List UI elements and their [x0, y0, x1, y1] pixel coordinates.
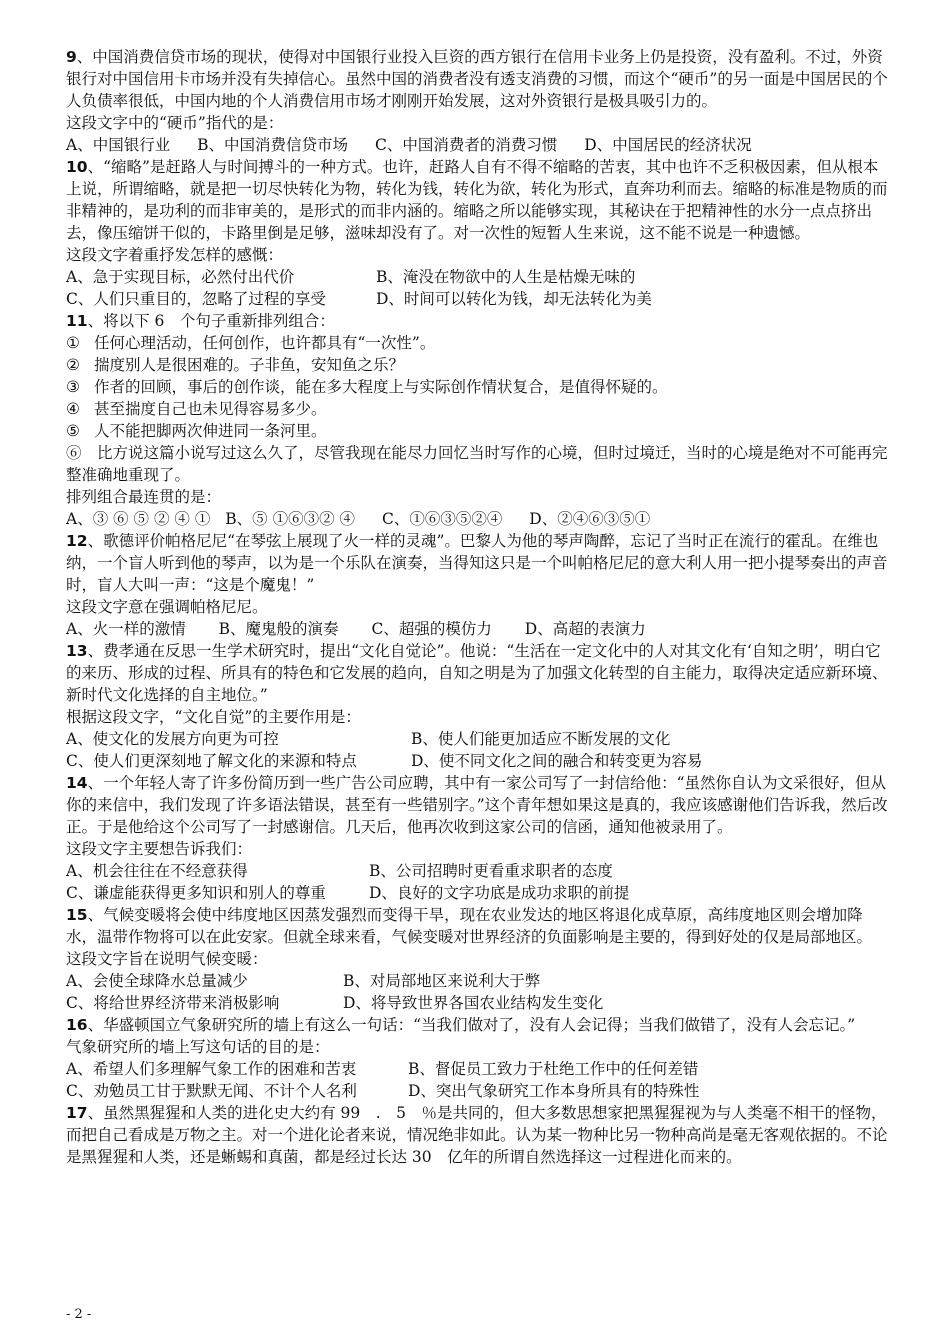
option-c[interactable]: C、使人们更深刻地了解文化的来源和特点 — [66, 752, 357, 770]
option-a[interactable]: A、中国银行业 — [66, 136, 171, 154]
option-row — [66, 860, 888, 882]
option-b[interactable]: B、对局部地区来说利大于弊 — [343, 972, 541, 990]
option-d[interactable]: D、突出气象研究工作本身所具有的特殊性 — [408, 1082, 700, 1100]
option-b[interactable]: B、中国消费信贷市场 — [197, 136, 349, 154]
question-10 — [66, 156, 888, 310]
question-text: 、费孝通在反思一生学术研究时，提出“文化自觉论”。他说：“生活在一定文化中的人对其文化有‘自知之明’，明白它的来历、形成的过程、所具有的特色和它发展的趋向，自知之明是为了加强文化转型的自主能力，取得决定适应新环境、新时代文化选择的自主地位。” — [66, 642, 888, 704]
list-item — [66, 442, 888, 486]
question-prompt: 气象研究所的墙上写这句话的目的是： — [66, 1038, 330, 1056]
option-row — [66, 288, 888, 310]
item-marker: ⑤ — [66, 422, 80, 440]
option-d[interactable]: D、时间可以转化为钱，却无法转化为美 — [376, 290, 652, 308]
question-prompt: 这段文字着重抒发怎样的感慨： — [66, 246, 284, 264]
option-a[interactable]: A、希望人们多理解气象工作的困难和苦衷 — [66, 1060, 357, 1078]
option-c[interactable]: C、中国消费者的消费习惯 — [374, 136, 558, 154]
option-a[interactable]: A、③ ⑥ ⑤ ② ④ ① — [66, 510, 211, 528]
question-text: 、气候变暖将会使中纬度地区因蒸发强烈而变得干旱，现在农业发达的地区将退化成草原，高纬度地区则会增加降水，温带作物将可以在此安家。但就全球来看，气候变暖对世界经济的负面影响是主要的，得到好处的仅是局部地区。 — [66, 906, 873, 946]
option-b[interactable]: B、魔鬼般的演奏 — [218, 620, 339, 638]
question-text: 、虽然黑猩猩和人类的进化史大约有 99 . 5 ％是共同的，但大多数思想家把黑猩猩视为与人类毫不相干的怪物，而把自己看成是万物之主。对一个进化论者来说，情况绝非如此。认为某一物种比另一物种高尚是毫无客观依据的。不论是黑猩猩和人类，还是蜥蜴和真菌，都是经过长达 30 亿年的所谓自然选择这一过程进化而来的。 — [66, 1104, 888, 1166]
option-d[interactable]: D、中国居民的经济状况 — [584, 136, 752, 154]
question-text: 、一个年轻人寄了许多份简历到一些广告公司应聘，其中有一家公司写了一封信给他：“虽然你自认为文采很好，但从你的来信中，我们发现了许多语法错误，甚至有一些错别字。”这个青年想如果这是真的，我应该感谢他们告诉我，然后改正。于是他给这个公司写了一封感谢信。几天后，他再次收到这家公司的信函，通知他被录用了。 — [66, 774, 888, 836]
option-row — [66, 750, 888, 772]
option-row — [66, 618, 888, 640]
list-item — [66, 376, 888, 398]
question-17 — [66, 1102, 888, 1168]
question-number: 15 — [66, 906, 88, 924]
item-text: 比方说这篇小说写过这么久了，尽管我现在能尽力回忆当时写作的心境，但时过境迁，当时的心境是绝对不可能再完整准确地重现了。 — [66, 444, 888, 484]
question-number: 17 — [66, 1104, 88, 1122]
option-row — [66, 1058, 888, 1080]
option-a[interactable]: A、会使全球降水总量减少 — [66, 972, 248, 990]
option-a[interactable]: A、火一样的激情 — [66, 620, 186, 638]
page-number: - 2 - — [66, 1307, 92, 1322]
option-d[interactable]: D、使不同文化之间的融合和转变更为容易 — [411, 752, 703, 770]
list-item — [66, 420, 888, 442]
item-text: 揣度别人是很困难的。子非鱼，安知鱼之乐？ — [94, 356, 405, 374]
question-number: 14 — [66, 774, 88, 792]
option-c[interactable]: C、劝勉员工甘于默默无闻、不计个人名利 — [66, 1082, 357, 1100]
option-c[interactable]: C、①⑥③⑤②④ — [381, 510, 503, 528]
question-prompt: 这段文字意在强调帕格尼尼。 — [66, 598, 268, 616]
option-row — [66, 508, 888, 530]
question-number: 10 — [66, 158, 88, 176]
list-item — [66, 332, 888, 354]
option-row — [66, 970, 888, 992]
item-marker: ② — [66, 356, 80, 374]
question-prompt: 排列组合最连贯的是： — [66, 488, 222, 506]
option-c[interactable]: C、将给世界经济带来消极影响 — [66, 994, 280, 1012]
question-text: 、将以下 6 个句子重新排列组合： — [87, 312, 335, 330]
question-text: 、“缩略”是赶路人与时间搏斗的一种方式。也许，赶路人自有不得不缩略的苦衷，其中也许不乏积极因素，但从根本上说，所谓缩略，就是把一切尽快转化为物，转化为钱，转化为欲，转化为形式，直奔功利而去。缩略的标准是物质的而非精神的，是功利的而非审美的，是形式的而非内涵的。缩略之所以能够实现，其秘诀在于把精神性的水分一点点挤出去，像压缩饼干似的，卡路里倒是足够，滋味却没有了。对一次性的短暂人生来说，这不能不说是一种遗憾。 — [66, 158, 888, 242]
option-a[interactable]: A、急于实现目标，必然付出代价 — [66, 268, 295, 286]
item-text: 人不能把脚两次伸进同一条河里。 — [94, 422, 327, 440]
option-row — [66, 882, 888, 904]
question-prompt: 这段文字主要想告诉我们： — [66, 840, 253, 858]
question-prompt: 根据这段文字，“文化自觉”的主要作用是： — [66, 708, 361, 726]
option-row — [66, 1080, 888, 1102]
option-b[interactable]: B、公司招聘时更看重求职者的态度 — [369, 862, 613, 880]
question-number: 9 — [66, 48, 77, 66]
option-b[interactable]: B、督促员工致力于杜绝工作中的任何差错 — [408, 1060, 699, 1078]
option-b[interactable]: B、淹没在物欲中的人生是枯燥无味的 — [376, 268, 636, 286]
option-c[interactable]: C、人们只重目的，忽略了过程的享受 — [66, 290, 326, 308]
question-text: 、歌德评价帕格尼尼“在琴弦上展现了火一样的灵魂”。巴黎人为他的琴声陶醉，忘记了当时正在流行的霍乱。在维也纳，一个盲人听到他的琴声，以为是一个乐队在演奏，当得知这只是一个叫帕格尼尼的意大利人用一把小提琴奏出的声音时，盲人大叫一声：“这是个魔鬼！” — [66, 532, 888, 594]
question-9 — [66, 46, 888, 156]
question-text: 、中国消费信贷市场的现状，使得对中国银行业投入巨资的西方银行在信用卡业务上仍是投资，没有盈利。不过，外资银行对中国信用卡市场并没有失掉信心。虽然中国的消费者没有透支消费的习惯，而这个“硬币”的另一面是中国居民的个人负债率很低，中国内地的个人消费信用市场才刚刚开始发展，这对外资银行是极具吸引力的。 — [66, 48, 888, 110]
item-text: 作者的回顾，事后的创作谈，能在多大程度上与实际创作情状复合，是值得怀疑的。 — [94, 378, 668, 396]
item-marker: ④ — [66, 400, 80, 418]
option-b[interactable]: B、⑤ ①⑥③② ④ — [225, 510, 356, 528]
item-marker: ③ — [66, 378, 80, 396]
item-marker: ① — [66, 334, 80, 352]
question-16 — [66, 1014, 888, 1102]
document-page — [66, 46, 888, 1168]
question-prompt: 这段文字中的“硬币”指代的是： — [66, 114, 284, 132]
option-d[interactable]: D、②④⑥③⑤① — [529, 510, 651, 528]
option-c[interactable]: C、谦虚能获得更多知识和别人的尊重 — [66, 884, 326, 902]
option-d[interactable]: D、高超的表演力 — [524, 620, 646, 638]
list-item — [66, 398, 888, 420]
option-d[interactable]: D、良好的文字功底是成功求职的前提 — [369, 884, 630, 902]
question-number: 12 — [66, 532, 88, 550]
option-b[interactable]: B、使人们能更加适应不断发展的文化 — [411, 730, 671, 748]
list-item — [66, 354, 888, 376]
item-text: 任何心理活动，任何创作，也许都具有“一次性”。 — [94, 334, 436, 352]
question-11 — [66, 310, 888, 530]
question-number: 13 — [66, 642, 88, 660]
question-14 — [66, 772, 888, 904]
question-15 — [66, 904, 888, 1014]
option-row — [66, 728, 888, 750]
question-text: 、华盛顿国立气象研究所的墙上有这么一句话：“当我们做对了，没有人会记得；当我们做错了，没有人会忘记。” — [87, 1016, 856, 1034]
question-number: 16 — [66, 1016, 88, 1034]
item-text: 甚至揣度自己也未见得容易多少。 — [94, 400, 327, 418]
item-marker: ⑥ — [66, 444, 82, 462]
option-row — [66, 266, 888, 288]
option-a[interactable]: A、使文化的发展方向更为可控 — [66, 730, 279, 748]
option-d[interactable]: D、将导致世界各国农业结构发生变化 — [343, 994, 604, 1012]
question-number: 11 — [66, 312, 88, 330]
question-prompt: 这段文字旨在说明气候变暖： — [66, 950, 268, 968]
option-row — [66, 134, 888, 156]
option-a[interactable]: A、机会往往在不经意获得 — [66, 862, 248, 880]
question-12 — [66, 530, 888, 640]
option-row — [66, 992, 888, 1014]
option-c[interactable]: C、超强的模仿力 — [371, 620, 492, 638]
question-13 — [66, 640, 888, 772]
